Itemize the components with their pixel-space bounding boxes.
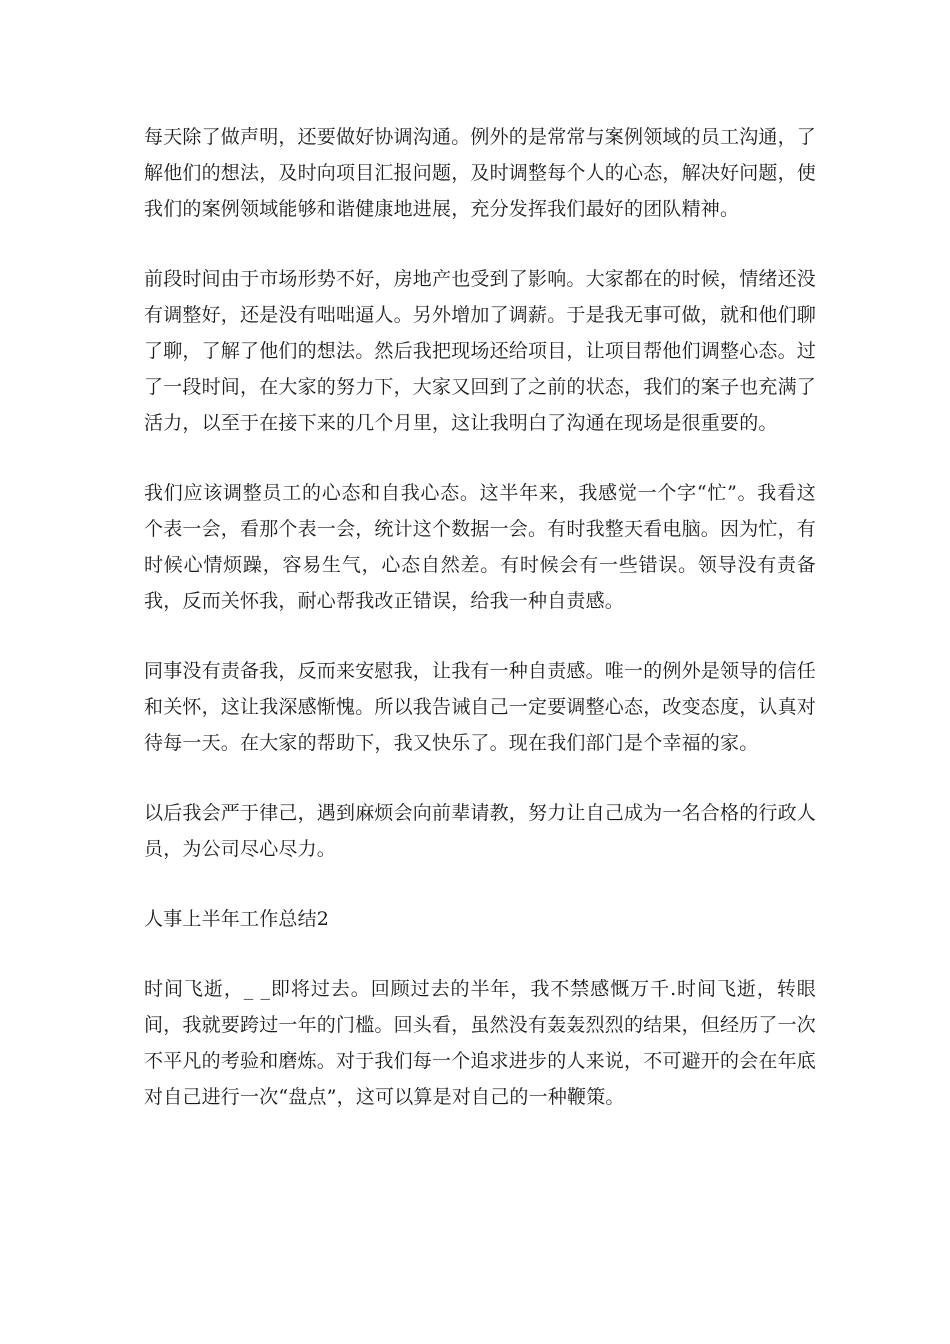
section-heading: 人事上半年工作总结2 [144, 908, 330, 930]
paragraph-4: 同事没有责备我，反而来安慰我，让我有一种自责感。唯一的例外是领导的信任和关怀，这让我深感惭愧。所以我告诫自己一定要调整心态，改变态度，认真对待每一天。在大家的帮助下，我又快乐了。现在我们部门是个幸福的家。 [144, 660, 817, 754]
paragraph-5: 以后我会严于律己，遇到麻烦会向前辈请教，努力让自己成为一名合格的行政人员，为公司尽心尽力。 [144, 802, 817, 860]
paragraph-2: 前段时间由于市场形势不好，房地产也受到了影响。大家都在的时候，情绪还没有调整好，还是没有咄咄逼人。另外增加了调薪。于是我无事可做，就和他们聊了聊，了解了他们的想法。然后我把现场还给项目，让项目帮他们调整心态。过了一段时间，在大家的努力下，大家又回到了之前的状态，我们的案子也充满了活力，以至于在接下来的几个月里，这让我明白了沟通在现场是很重要的。 [144, 268, 817, 434]
document-body [144, 119, 816, 1149]
paragraph-3: 我们应该调整员工的心态和自我心态。这半年来，我感觉一个字“忙”。我看这个表一会，看那个表一会，统计这个数据一会。有时我整天看电脑。因为忙，有时候心情烦躁，容易生气，心态自然差。有时候会有一些错误。领导没有责备我，反而关怀我，耐心帮我改正错误，给我一种自责感。 [144, 482, 817, 612]
paragraph-6: 时间飞逝，_ _即将过去。回顾过去的半年，我不禁感慨万千.时间飞逝，转眼间，我就要跨过一年的门槛。回头看，虽然没有轰轰烈烈的结果，但经历了一次不平凡的考验和磨炼。对于我们每一个追求进步的人来说，不可避开的会在年底对自己进行一次“盘点”，这可以算是对自己的一种鞭策。 [144, 978, 817, 1108]
paragraph-1: 每天除了做声明，还要做好协调沟通。例外的是常常与案例领域的员工沟通，了解他们的想法，及时向项目汇报问题，及时调整每个人的心态，解决好问题，使我们的案例领域能够和谐健康地进展，充分发挥我们最好的团队精神。 [144, 126, 817, 220]
